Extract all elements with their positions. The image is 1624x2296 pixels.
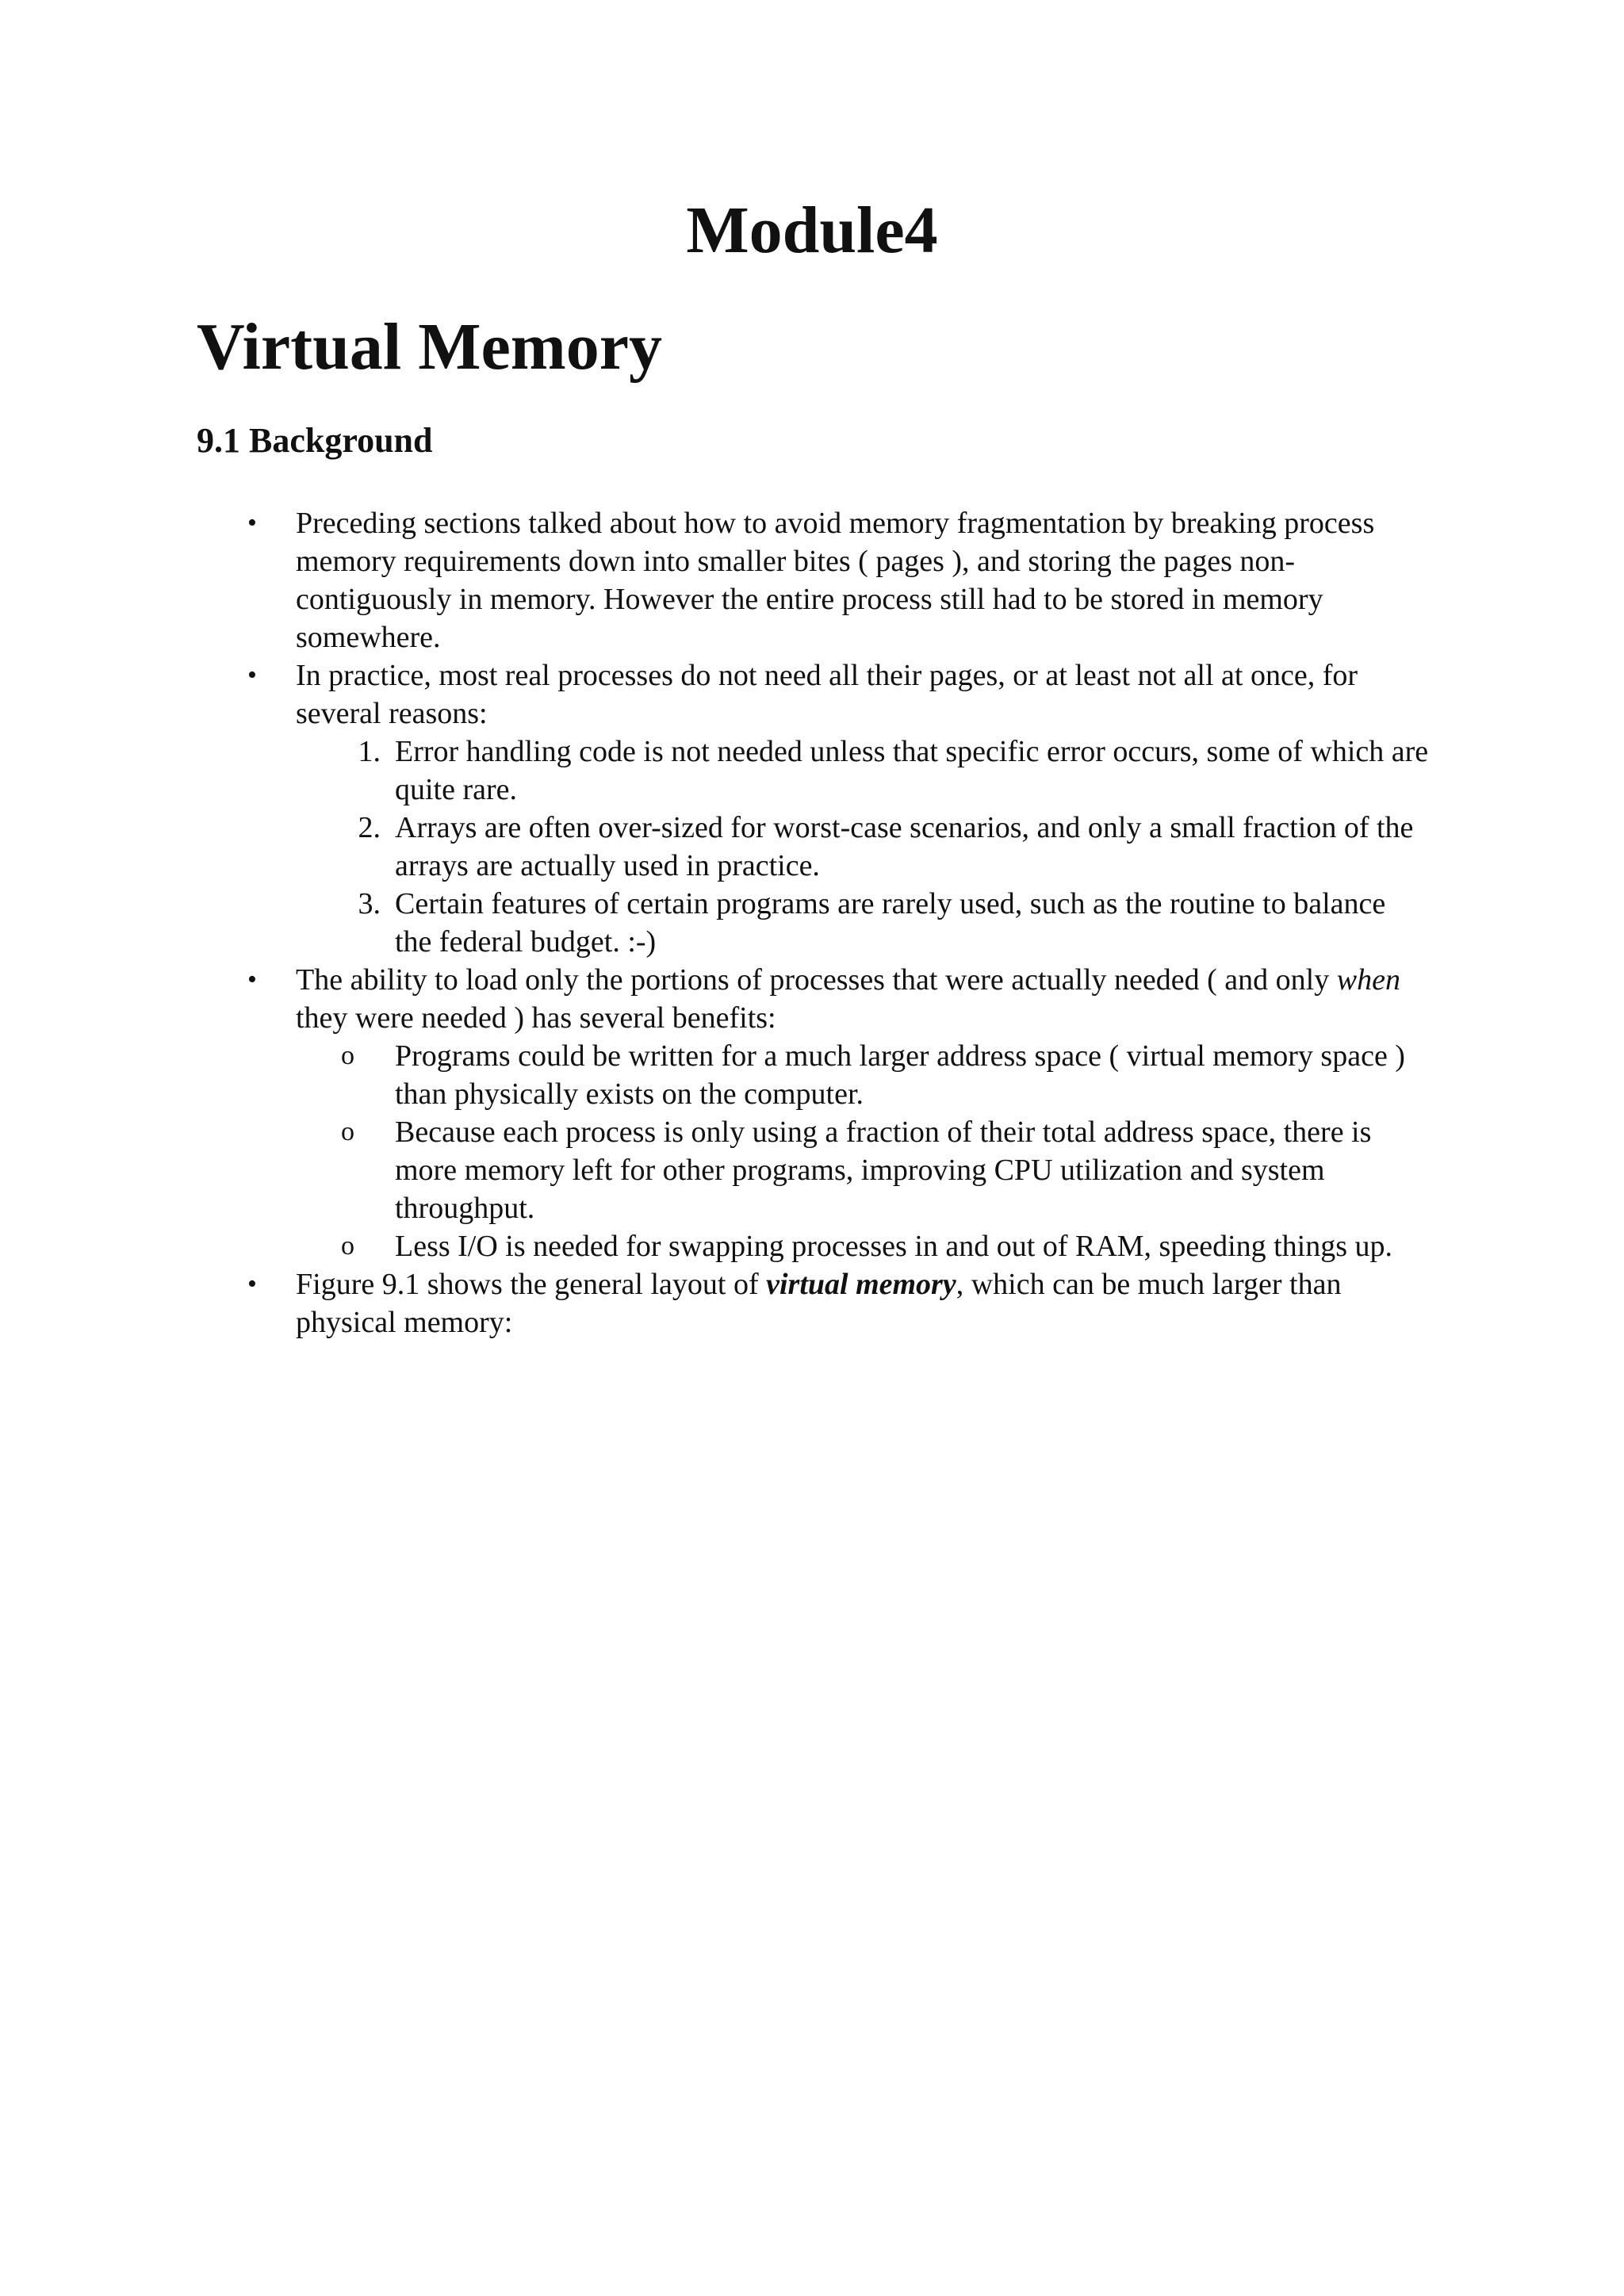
bullet-item <box>0 504 1430 656</box>
bullet-text-start: The ability to load only the portions of processes that were actually needed ( and only <box>296 963 1337 997</box>
sub-bullet-text: Because each process is only using a fraction of their total address space, there is more memory left for other programs, improving CPU utilization and system throughput. <box>395 1115 1372 1225</box>
bullet-text-end: they were needed ) has several benefits: <box>296 1001 776 1035</box>
bullet-item <box>0 1265 1430 1341</box>
item-number: 3. <box>358 887 381 920</box>
sub-bullet-text: Less I/O is needed for swapping processes in and out of RAM, speeding things up. <box>395 1230 1393 1263</box>
bullet-text: In practice, most real processes do not need all their pages, or at least not all at once, for several reasons: <box>296 659 1358 730</box>
sub-bullet-item <box>0 1037 1430 1113</box>
bullet-marker: • <box>247 660 257 690</box>
sub-bullet-item <box>0 1227 1430 1265</box>
emphasis-virtual-memory: virtual memory <box>766 1268 956 1301</box>
emphasis-when: when <box>1336 963 1400 997</box>
sub-bullet-text: Programs could be written for a much larger address space ( virtual memory space ) than physically exists on the computer. <box>395 1039 1405 1111</box>
sub-bullet-marker: o <box>341 1231 354 1261</box>
sub-bullet-marker: o <box>341 1041 354 1070</box>
item-number: 1. <box>358 735 381 768</box>
module-title: Module4 <box>686 193 938 267</box>
bullet-item <box>0 656 1430 733</box>
bullet-marker: • <box>247 965 257 994</box>
item-text: Certain features of certain programs are rarely used, such as the routine to balance the federal budget. :-) <box>395 887 1386 959</box>
numbered-item <box>0 885 1430 961</box>
numbered-item <box>0 809 1430 885</box>
section-body <box>0 504 1624 1341</box>
bullet-text-end: , which can be much larger than physical memory: <box>296 1268 1342 1339</box>
numbered-item <box>0 733 1430 809</box>
chapter-title: Virtual Memory <box>197 310 663 384</box>
sub-bullet-item <box>0 1113 1430 1227</box>
item-text: Error handling code is not needed unless that specific error occurs, some of which are quite rare. <box>395 735 1429 806</box>
sub-bullet-marker: o <box>341 1117 354 1146</box>
bullet-text: Preceding sections talked about how to avoid memory fragmentation by breaking process memory requirements down into smaller bites ( pages ), and storing the pages non-contiguously in memory. However the entire process still had to be stored in memory somewhere. <box>296 507 1375 654</box>
section-title: 9.1 Background <box>197 421 433 460</box>
bullet-item <box>0 961 1430 1037</box>
item-number: 2. <box>358 811 381 844</box>
bullet-marker: • <box>247 508 257 538</box>
bullet-marker: • <box>247 1269 257 1299</box>
bullet-text-start: Figure 9.1 shows the general layout of <box>296 1268 767 1301</box>
item-text: Arrays are often over-sized for worst-case scenarios, and only a small fraction of the arrays are actually used in practice. <box>395 811 1414 882</box>
